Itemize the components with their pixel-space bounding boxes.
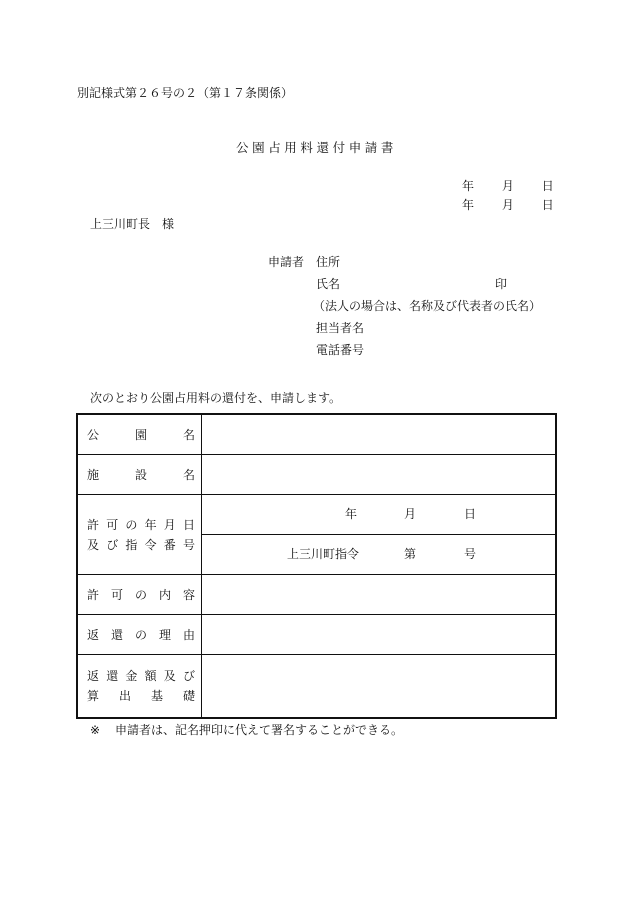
label-char: 額 bbox=[144, 669, 157, 683]
label-char: 号 bbox=[182, 537, 195, 552]
table-row bbox=[77, 454, 556, 494]
month-label: 月 bbox=[501, 179, 514, 193]
corporate-note: （法人の場合は、名称及び代表者の氏名） bbox=[313, 299, 542, 313]
label-text bbox=[87, 516, 195, 533]
form-number: 別記様式第２６号の２（第１７条関係） bbox=[77, 86, 294, 100]
month-label: 月 bbox=[501, 198, 514, 212]
label-char: 日 bbox=[182, 517, 195, 532]
refund-reason-label bbox=[77, 614, 202, 654]
date-line-2 bbox=[462, 198, 554, 212]
date-line-1 bbox=[462, 179, 554, 193]
label-char: 可 bbox=[106, 517, 119, 532]
address-label: 住所 bbox=[316, 255, 341, 269]
label-char: 園 bbox=[134, 427, 147, 442]
label-text bbox=[87, 667, 195, 684]
label-char: 年 bbox=[144, 517, 157, 532]
footnote: 申請者は、記名押印に代えて署名することができる。 bbox=[115, 723, 404, 737]
label-char: の bbox=[125, 517, 138, 532]
label-char: 月 bbox=[163, 517, 176, 532]
facility-name-label bbox=[77, 454, 202, 494]
label-char: の bbox=[134, 627, 147, 642]
label-char: 番 bbox=[163, 537, 176, 552]
intro-text: 次のとおり公園占用料の還付を、申請します。 bbox=[90, 391, 342, 405]
label-char: 名 bbox=[182, 467, 195, 482]
label-text bbox=[87, 466, 195, 483]
table-row bbox=[77, 654, 556, 718]
footnote-mark: ※ bbox=[90, 723, 101, 737]
refund-reason-field[interactable] bbox=[202, 614, 557, 654]
permit-month-label: 月 bbox=[404, 506, 417, 521]
name-label: 氏名 bbox=[316, 277, 341, 291]
addressee: 上三川町長 様 bbox=[90, 217, 175, 231]
park-name-field[interactable] bbox=[202, 414, 557, 454]
label-char: 由 bbox=[182, 627, 195, 642]
label-text bbox=[87, 687, 195, 704]
permit-day-label: 日 bbox=[464, 506, 477, 521]
label-char: 指 bbox=[125, 537, 138, 552]
label-char: 許 bbox=[87, 517, 100, 532]
label-char: 返 bbox=[87, 669, 100, 683]
order-number-label: 第 bbox=[404, 546, 417, 561]
page-title: 公園占用料還付申請書 bbox=[236, 140, 398, 155]
applicant-label: 申請者 bbox=[268, 255, 305, 269]
label-char: 理 bbox=[158, 627, 171, 642]
label-char: 内 bbox=[158, 587, 171, 602]
label-char: び bbox=[182, 669, 195, 683]
application-table bbox=[76, 413, 557, 719]
refund-amount-label bbox=[77, 654, 202, 718]
label-char: 出 bbox=[118, 689, 131, 703]
table-row bbox=[77, 494, 556, 574]
label-char: 及 bbox=[87, 537, 100, 552]
order-suffix: 号 bbox=[464, 546, 477, 561]
label-char: 及 bbox=[163, 669, 176, 683]
label-char: 還 bbox=[106, 669, 119, 683]
phone-label: 電話番号 bbox=[316, 343, 365, 357]
permit-year-label: 年 bbox=[345, 506, 358, 521]
label-char: 算 bbox=[87, 689, 100, 703]
label-char: 礎 bbox=[182, 689, 195, 703]
year-label: 年 bbox=[462, 198, 475, 212]
label-char: 公 bbox=[87, 427, 100, 442]
label-char: の bbox=[134, 587, 147, 602]
label-char: 還 bbox=[110, 627, 123, 642]
label-char: 令 bbox=[144, 537, 157, 552]
park-name-label bbox=[77, 414, 202, 454]
day-label: 日 bbox=[541, 198, 554, 212]
facility-name-field[interactable] bbox=[202, 454, 557, 494]
label-char: び bbox=[106, 537, 119, 552]
label-text bbox=[87, 426, 195, 443]
permit-content-label bbox=[77, 574, 202, 614]
label-char: 基 bbox=[150, 689, 163, 703]
refund-amount-field[interactable] bbox=[202, 654, 557, 718]
label-text bbox=[87, 586, 195, 603]
seal-mark: 印 bbox=[495, 277, 508, 291]
label-text bbox=[87, 536, 195, 553]
permit-date-row[interactable] bbox=[202, 495, 555, 534]
table-row bbox=[77, 574, 556, 614]
label-text bbox=[87, 626, 195, 643]
table-row bbox=[77, 614, 556, 654]
label-char: 返 bbox=[87, 627, 100, 642]
contact-person-label: 担当者名 bbox=[316, 321, 365, 335]
label-char: 可 bbox=[110, 587, 123, 602]
label-char: 許 bbox=[87, 587, 100, 602]
label-char: 設 bbox=[134, 467, 147, 482]
label-char: 金 bbox=[125, 669, 138, 683]
table-row bbox=[77, 414, 556, 454]
order-prefix: 上三川町指令 bbox=[287, 546, 360, 561]
label-char: 容 bbox=[182, 587, 195, 602]
label-char: 名 bbox=[182, 427, 195, 442]
permit-order-row[interactable] bbox=[202, 534, 555, 574]
permit-content-field[interactable] bbox=[202, 574, 557, 614]
day-label: 日 bbox=[541, 179, 554, 193]
permit-date-order-field bbox=[202, 494, 557, 574]
year-label: 年 bbox=[462, 179, 475, 193]
permit-date-order-label bbox=[77, 494, 202, 574]
label-char: 施 bbox=[87, 467, 100, 482]
